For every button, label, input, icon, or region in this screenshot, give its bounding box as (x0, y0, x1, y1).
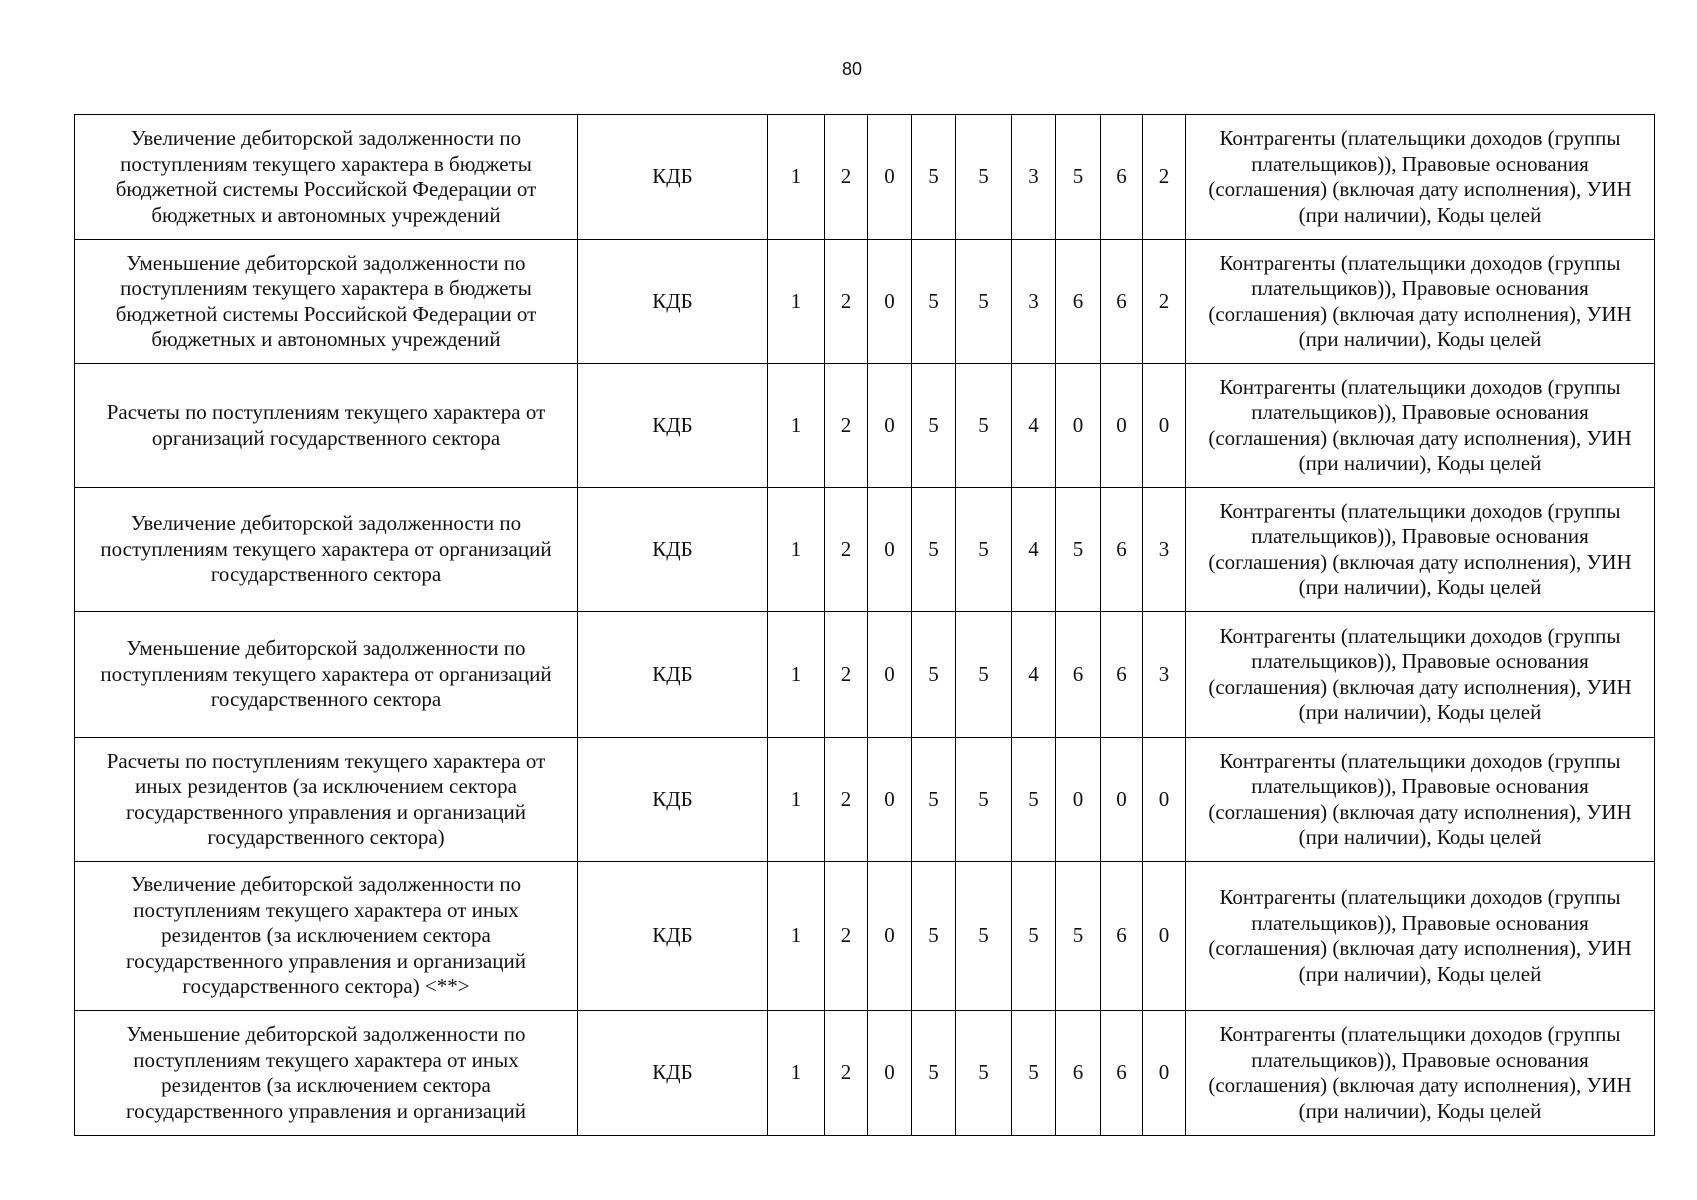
account-digit-cell: 6 (1101, 862, 1143, 1011)
analytics-line: плательщиков)), Правовые основания (1251, 400, 1589, 424)
description-line: резидентов (за исключением сектора (161, 1073, 491, 1097)
account-digit-cell: 0 (1056, 364, 1101, 488)
description-line: Уменьшение дебиторской задолженности по (126, 1022, 526, 1046)
table-row (75, 115, 1655, 240)
table-row (75, 738, 1655, 862)
account-digit-cell: 5 (912, 862, 956, 1011)
description-line: Уменьшение дебиторской задолженности по (126, 250, 526, 275)
analytics-line: плательщиков)), Правовые основания (1251, 524, 1589, 548)
account-digit-cell: 1 (768, 488, 825, 612)
analytics-line: плательщиков)), Правовые основания (1251, 774, 1589, 798)
analytics-line: плательщиков)), Правовые основания (1251, 276, 1589, 300)
description-line: организаций государственного сектора (151, 425, 501, 450)
account-digit-cell: 5 (956, 738, 1012, 862)
analytics-cell (1186, 738, 1655, 862)
account-digit-cell: 0 (1101, 364, 1143, 488)
description-line: бюджетных и автономных учреждений (151, 202, 501, 227)
description-line: бюджетной системы Российской Федерации от (115, 177, 537, 201)
account-digit-cell: 6 (1056, 1011, 1101, 1136)
account-digit-cell: 0 (1143, 1011, 1186, 1136)
code-type-cell: КДБ (578, 1011, 768, 1136)
description-line: государственного сектора (210, 687, 442, 712)
account-digit-cell: 0 (868, 115, 912, 240)
account-digit-cell: 2 (825, 612, 868, 738)
account-digit-cell: 4 (1012, 612, 1056, 738)
analytics-line: (при наличии), Коды целей (1298, 202, 1542, 227)
account-digit-cell: 2 (825, 364, 868, 488)
account-digit-cell: 4 (1012, 364, 1056, 488)
account-digit-cell: 5 (956, 488, 1012, 612)
code-type-cell: КДБ (578, 115, 768, 240)
analytics-line: (соглашения) (включая дату исполнения), УИН (1208, 936, 1632, 960)
account-digit-cell: 6 (1101, 115, 1143, 240)
description-line: поступлениям текущего характера от организаций (100, 536, 552, 561)
code-type-cell: КДБ (578, 862, 768, 1011)
analytics-line: (при наличии), Коды целей (1298, 451, 1542, 475)
description-line: государственного сектора (210, 562, 442, 587)
analytics-line: Контрагенты (плательщики доходов (группы (1219, 1022, 1621, 1046)
analytics-line: (соглашения) (включая дату исполнения), УИН (1208, 674, 1632, 699)
account-digit-cell: 0 (1101, 738, 1143, 862)
account-digit-cell: 0 (868, 862, 912, 1011)
account-digit-cell: 1 (768, 240, 825, 364)
table-body (75, 115, 1655, 1136)
account-digit-cell: 5 (912, 612, 956, 738)
account-digit-cell: 5 (1012, 738, 1056, 862)
account-digit-cell: 2 (825, 738, 868, 862)
analytics-line: плательщиков)), Правовые основания (1251, 649, 1589, 673)
description-line: Расчеты по поступлениям текущего характера от (106, 748, 546, 773)
description-cell (75, 1011, 578, 1136)
description-line: поступлениям текущего характера от иных (133, 897, 519, 922)
account-digit-cell: 5 (912, 1011, 956, 1136)
account-digit-cell: 1 (768, 612, 825, 738)
account-digit-cell: 1 (768, 1011, 825, 1136)
account-digit-cell: 5 (956, 240, 1012, 364)
analytics-cell (1186, 115, 1655, 240)
account-digit-cell: 5 (956, 1011, 1012, 1136)
table-row (75, 240, 1655, 364)
account-digit-cell: 1 (768, 862, 825, 1011)
account-digit-cell: 6 (1101, 488, 1143, 612)
description-line: Расчеты по поступлениям текущего характера от (106, 400, 546, 424)
account-digit-cell: 2 (825, 240, 868, 364)
analytics-cell (1186, 364, 1655, 488)
description-line: государственного управления и организаций (126, 799, 526, 824)
account-digit-cell: 5 (912, 364, 956, 488)
account-digit-cell: 6 (1101, 612, 1143, 738)
account-digit-cell: 0 (1056, 738, 1101, 862)
description-line: Увеличение дебиторской задолженности по (130, 126, 522, 150)
account-digit-cell: 6 (1101, 240, 1143, 364)
analytics-line: (соглашения) (включая дату исполнения), УИН (1208, 1073, 1632, 1097)
account-digit-cell: 5 (956, 862, 1012, 1011)
description-cell (75, 240, 578, 364)
analytics-cell (1186, 612, 1655, 738)
table-row (75, 364, 1655, 488)
description-line: государственного сектора) (207, 825, 445, 849)
account-digit-cell: 2 (825, 1011, 868, 1136)
account-digit-cell: 5 (912, 115, 956, 240)
description-cell (75, 488, 578, 612)
account-digit-cell: 5 (1056, 488, 1101, 612)
analytics-line: (при наличии), Коды целей (1298, 961, 1542, 986)
analytics-line: (соглашения) (включая дату исполнения), УИН (1208, 301, 1632, 326)
description-cell (75, 115, 578, 240)
account-digit-cell: 0 (868, 612, 912, 738)
account-digit-cell: 4 (1012, 488, 1056, 612)
code-type-cell: КДБ (578, 488, 768, 612)
description-line: Увеличение дебиторской задолженности по (130, 872, 522, 897)
analytics-line: плательщиков)), Правовые основания (1251, 910, 1589, 935)
analytics-line: Контрагенты (плательщики доходов (группы (1219, 885, 1621, 909)
table-row (75, 612, 1655, 738)
analytics-cell (1186, 1011, 1655, 1136)
account-digit-cell: 5 (956, 364, 1012, 488)
account-digit-cell: 6 (1101, 1011, 1143, 1136)
account-digit-cell: 5 (1012, 862, 1056, 1011)
account-digit-cell: 0 (1143, 364, 1186, 488)
analytics-line: (при наличии), Коды целей (1298, 1098, 1542, 1123)
analytics-line: (соглашения) (включая дату исполнения), УИН (1208, 177, 1632, 201)
account-digit-cell: 0 (868, 364, 912, 488)
description-line: поступлениям текущего характера от организаций (100, 661, 552, 686)
account-digit-cell: 2 (1143, 240, 1186, 364)
analytics-cell (1186, 240, 1655, 364)
table-row (75, 1011, 1655, 1136)
description-line: бюджетной системы Российской Федерации от (115, 301, 537, 326)
account-digit-cell: 5 (956, 612, 1012, 738)
account-digit-cell: 6 (1056, 612, 1101, 738)
description-line: Уменьшение дебиторской задолженности по (126, 636, 526, 661)
analytics-line: (соглашения) (включая дату исполнения), УИН (1208, 799, 1632, 824)
description-line: поступлениям текущего характера от иных (133, 1047, 519, 1072)
accounts-table (74, 114, 1655, 1136)
account-digit-cell: 3 (1143, 612, 1186, 738)
analytics-line: Контрагенты (плательщики доходов (группы (1219, 748, 1621, 773)
account-digit-cell: 3 (1012, 240, 1056, 364)
account-digit-cell: 5 (912, 738, 956, 862)
analytics-line: (при наличии), Коды целей (1298, 825, 1542, 849)
analytics-line: (соглашения) (включая дату исполнения), УИН (1208, 549, 1632, 574)
account-digit-cell: 1 (768, 364, 825, 488)
account-digit-cell: 2 (825, 115, 868, 240)
code-type-cell: КДБ (578, 738, 768, 862)
code-type-cell: КДБ (578, 364, 768, 488)
account-digit-cell: 0 (868, 1011, 912, 1136)
analytics-line: плательщиков)), Правовые основания (1251, 151, 1589, 176)
analytics-line: Контрагенты (плательщики доходов (группы (1219, 250, 1621, 275)
analytics-line: Контрагенты (плательщики доходов (группы (1219, 374, 1621, 399)
analytics-line: Контрагенты (плательщики доходов (группы (1219, 623, 1621, 648)
analytics-line: плательщиков)), Правовые основания (1251, 1047, 1589, 1072)
analytics-line: (при наличии), Коды целей (1298, 327, 1542, 351)
table-row (75, 862, 1655, 1011)
account-digit-cell: 5 (1012, 1011, 1056, 1136)
account-digit-cell: 5 (912, 240, 956, 364)
description-cell (75, 738, 578, 862)
description-cell (75, 862, 578, 1011)
description-line: Увеличение дебиторской задолженности по (130, 511, 522, 536)
description-cell (75, 612, 578, 738)
account-digit-cell: 0 (1143, 862, 1186, 1011)
page-number: 80 (841, 59, 863, 79)
analytics-cell (1186, 488, 1655, 612)
account-digit-cell: 0 (1143, 738, 1186, 862)
description-line: поступлениям текущего характера в бюджеты (120, 151, 532, 176)
account-digit-cell: 1 (768, 738, 825, 862)
account-digit-cell: 1 (768, 115, 825, 240)
analytics-line: (соглашения) (включая дату исполнения), УИН (1208, 425, 1632, 450)
account-digit-cell: 3 (1143, 488, 1186, 612)
account-digit-cell: 3 (1012, 115, 1056, 240)
description-line: бюджетных и автономных учреждений (151, 327, 501, 351)
code-type-cell: КДБ (578, 612, 768, 738)
analytics-line: Контрагенты (плательщики доходов (группы (1219, 126, 1621, 150)
account-digit-cell: 0 (868, 240, 912, 364)
account-digit-cell: 5 (1056, 115, 1101, 240)
table-row (75, 488, 1655, 612)
account-digit-cell: 2 (825, 488, 868, 612)
description-line: государственного управления и организаций (126, 948, 526, 973)
description-cell (75, 364, 578, 488)
analytics-cell (1186, 862, 1655, 1011)
description-line: государственного сектора) <**> (182, 974, 470, 999)
account-digit-cell: 0 (868, 488, 912, 612)
account-digit-cell: 5 (956, 115, 1012, 240)
analytics-line: (при наличии), Коды целей (1298, 700, 1542, 724)
account-digit-cell: 6 (1056, 240, 1101, 364)
description-line: резидентов (за исключением сектора (161, 923, 491, 948)
description-line: поступлениям текущего характера в бюджеты (120, 276, 532, 300)
description-line: иных резидентов (за исключением сектора (134, 774, 517, 798)
account-digit-cell: 5 (1056, 862, 1101, 1011)
account-digit-cell: 2 (1143, 115, 1186, 240)
analytics-line: Контрагенты (плательщики доходов (группы (1219, 498, 1621, 523)
account-digit-cell: 2 (825, 862, 868, 1011)
account-digit-cell: 5 (912, 488, 956, 612)
code-type-cell: КДБ (578, 240, 768, 364)
analytics-line: (при наличии), Коды целей (1298, 575, 1542, 599)
account-digit-cell: 0 (868, 738, 912, 862)
description-line: государственного управления и организаций (126, 1098, 526, 1123)
